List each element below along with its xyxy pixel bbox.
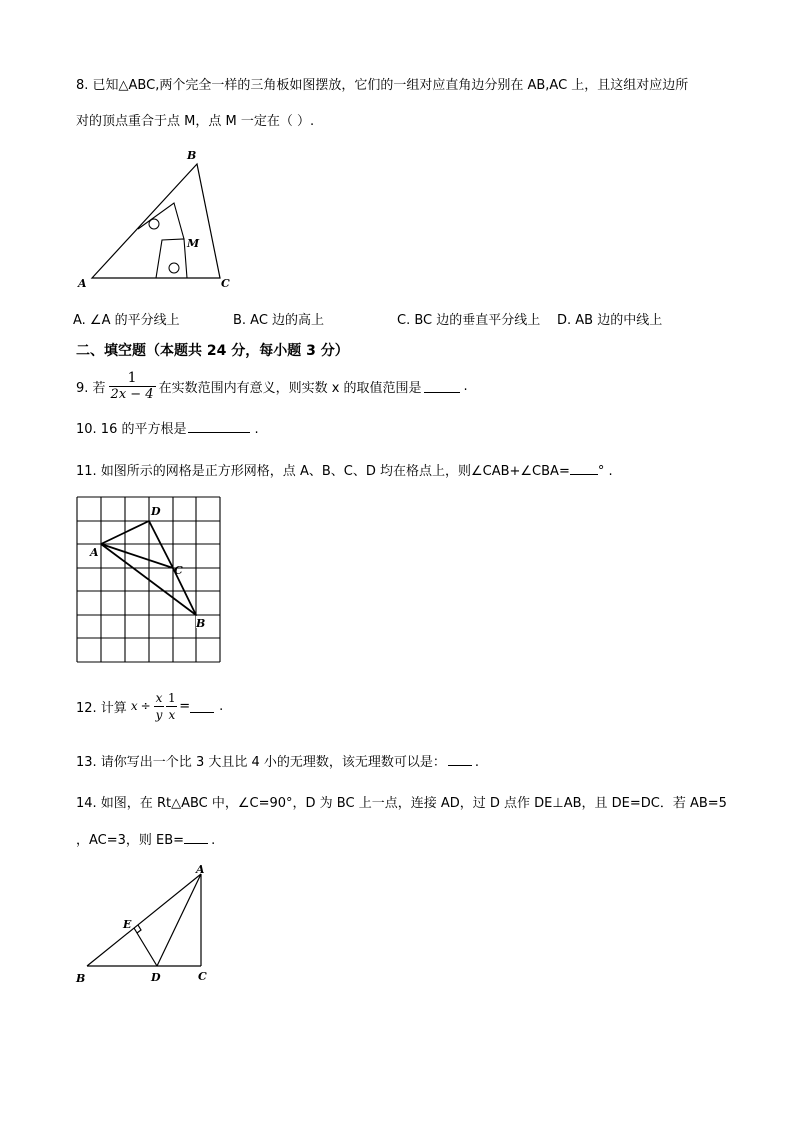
- q8-option-d[interactable]: D. AB 边的中线上: [557, 313, 663, 328]
- q8-label-c: C: [221, 277, 230, 290]
- q11: [76, 460, 613, 479]
- q14-text-line2: ，AC=3，则 EB=: [76, 833, 185, 848]
- q11-end: ° .: [597, 464, 613, 479]
- q13-end: .: [474, 755, 480, 770]
- q13-text: 13. 请你写出一个比 3 大且比 4 小的无理数，该无理数可以是：: [76, 755, 446, 770]
- q11-answer-blank[interactable]: [570, 462, 598, 475]
- q8-option-b[interactable]: B. AC 边的高上: [233, 313, 325, 328]
- q13: [76, 751, 479, 770]
- q9-prefix: 9. 若: [76, 380, 106, 396]
- q8-text-line1: 8. 已知△ABC,两个完全一样的三角板如图摆放，它们的一组对应直角边分别在 AB,AC 上，且这组对应边所: [76, 78, 689, 93]
- q13-answer-blank[interactable]: [448, 753, 472, 766]
- q9-suffix: 在实数范围内有意义，则实数 x 的取值范围是: [158, 380, 422, 396]
- q12-answer-blank[interactable]: [190, 700, 214, 713]
- q12: [76, 686, 223, 726]
- q10-answer-blank[interactable]: [188, 420, 250, 433]
- q12-f1-num: x: [155, 690, 163, 705]
- q8-option-a[interactable]: A. ∠A 的平分线上: [73, 313, 180, 328]
- q12-fraction-2: [166, 690, 177, 723]
- q10-text: 10. 16 的平方根是: [76, 422, 187, 437]
- q9-end: .: [463, 378, 468, 394]
- q8-label-a: A: [78, 277, 87, 290]
- q12-f2-den: x: [168, 707, 176, 722]
- q14-answer-blank[interactable]: [184, 831, 208, 844]
- q10-end: .: [254, 422, 259, 437]
- q8-circle-top: [149, 219, 159, 229]
- q14-label-e: E: [123, 918, 132, 931]
- q8-option-c[interactable]: C. BC 边的垂直平分线上: [397, 313, 541, 328]
- q9-answer-blank[interactable]: [424, 380, 460, 393]
- q14-label-b: B: [76, 972, 86, 985]
- q11-text: 11. 如图所示的网格是正方形网格，点 A、B、C、D 均在格点上，则∠CAB+∠CBA=: [76, 464, 570, 479]
- q12-fraction-1: [154, 690, 165, 723]
- q10: [76, 418, 259, 437]
- q14-segment-ad: [157, 874, 201, 966]
- q12-prefix: 12. 计算: [76, 700, 127, 716]
- q12-f1-den: y: [155, 707, 163, 722]
- q14-label-a: A: [196, 863, 205, 876]
- q14-label-c: C: [198, 970, 207, 983]
- q14-figure: [70, 858, 220, 993]
- q8-text-line2: 对的顶点重合于点 M，点 M 一定在（ ）.: [76, 114, 315, 129]
- q8-label-m: M: [187, 237, 200, 250]
- q11-grid-figure: [74, 494, 224, 666]
- section-title: 二、填空题（本题共 24 分，每小题 3 分）: [76, 343, 349, 359]
- q11-label-d: D: [151, 505, 161, 518]
- q14-text-line1: 14. 如图，在 Rt△ABC 中，∠C=90°，D 为 BC 上一点，连接 AD，过 D 点作 DE⊥AB，且 DE=DC．若 AB=5: [76, 796, 727, 811]
- q14-segment-de: [134, 928, 157, 966]
- q14-end: .: [211, 833, 216, 848]
- q11-label-a: A: [90, 546, 99, 559]
- q8-figure: [70, 145, 250, 295]
- q12-x: x: [130, 699, 138, 713]
- q12-equals: =: [179, 698, 191, 714]
- q12-f2-num: 1: [168, 690, 176, 705]
- q9-fraction: [109, 370, 156, 403]
- q14-side-ab: [87, 874, 201, 966]
- q11-label-c: C: [174, 564, 183, 577]
- q9-frac-numerator: 1: [127, 369, 137, 386]
- q8-circle-bottom: [169, 263, 179, 273]
- q12-divide: ÷: [140, 699, 151, 713]
- q14-right-angle-mark: [137, 925, 141, 933]
- q14-line2: [76, 829, 215, 848]
- q8-label-b: B: [187, 149, 197, 162]
- q12-end: .: [219, 698, 224, 714]
- q14-label-d: D: [151, 971, 161, 984]
- q11-label-b: B: [196, 617, 206, 630]
- q9: [76, 366, 468, 406]
- q8-triangle-abc: [92, 164, 220, 278]
- q9-frac-denominator: 2x − 4: [110, 386, 154, 402]
